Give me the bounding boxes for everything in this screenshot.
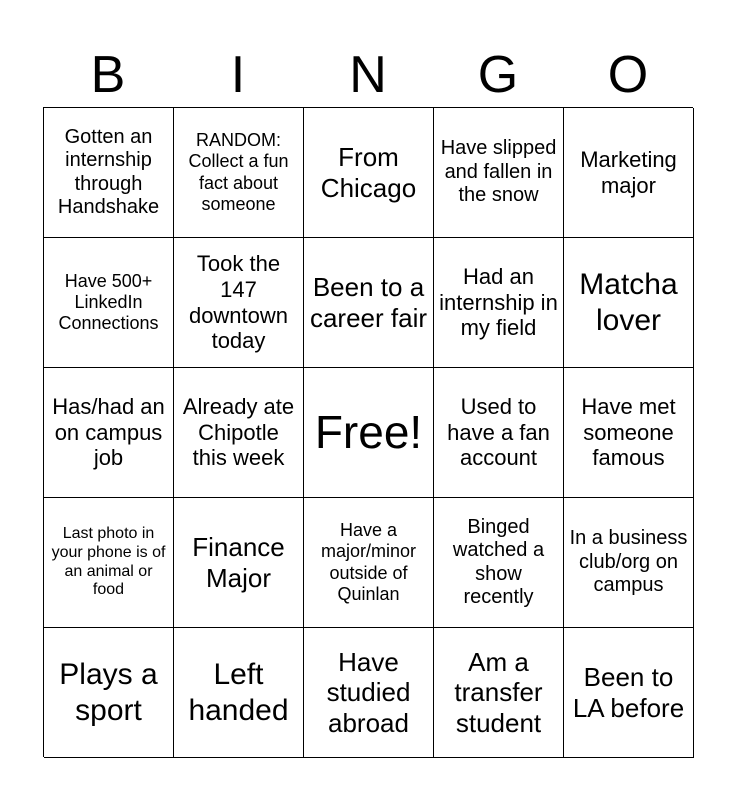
bingo-cell[interactable]: Am a transfer student — [434, 628, 564, 758]
bingo-cell[interactable]: Already ate Chipotle this week — [174, 368, 304, 498]
bingo-cell[interactable]: Have slipped and fallen in the snow — [434, 108, 564, 238]
bingo-cell[interactable]: Have met someone famous — [564, 368, 694, 498]
bingo-cell[interactable]: Have a major/minor outside of Quinlan — [304, 498, 434, 628]
bingo-cell[interactable]: Used to have a fan account — [434, 368, 564, 498]
bingo-cell[interactable]: Have 500+ LinkedIn Connections — [44, 238, 174, 368]
bingo-cell[interactable]: RANDOM: Collect a fun fact about someone — [174, 108, 304, 238]
header-letter-n: N — [349, 46, 387, 104]
bingo-cell[interactable]: Gotten an internship through Handshake — [44, 108, 174, 238]
bingo-cell[interactable]: Been to LA before — [564, 628, 694, 758]
header-letter-b: B — [90, 46, 126, 104]
bingo-cell[interactable]: Finance Major — [174, 498, 304, 628]
bingo-cell[interactable]: Binged watched a show recently — [434, 498, 564, 628]
bingo-header — [43, 44, 693, 106]
bingo-cell[interactable]: Have studied abroad — [304, 628, 434, 758]
bingo-cell[interactable]: Matcha lover — [564, 238, 694, 368]
header-letter-i: I — [230, 46, 246, 104]
header-letter-o: O — [607, 46, 649, 104]
bingo-board — [43, 107, 693, 757]
bingo-cell[interactable]: In a business club/org on campus — [564, 498, 694, 628]
header-letter-g: G — [477, 46, 519, 104]
bingo-cell[interactable]: Marketing major — [564, 108, 694, 238]
bingo-cell[interactable]: Took the 147 downtown today — [174, 238, 304, 368]
bingo-cell[interactable]: From Chicago — [304, 108, 434, 238]
free-space-cell[interactable]: Free! — [304, 368, 434, 498]
bingo-cell[interactable]: Last photo in your phone is of an animal or food — [44, 498, 174, 628]
bingo-cell[interactable]: Had an internship in my field — [434, 238, 564, 368]
bingo-cell[interactable]: Has/had an on campus job — [44, 368, 174, 498]
bingo-cell[interactable]: Been to a career fair — [304, 238, 434, 368]
bingo-cell[interactable]: Left handed — [174, 628, 304, 758]
bingo-cell[interactable]: Plays a sport — [44, 628, 174, 758]
